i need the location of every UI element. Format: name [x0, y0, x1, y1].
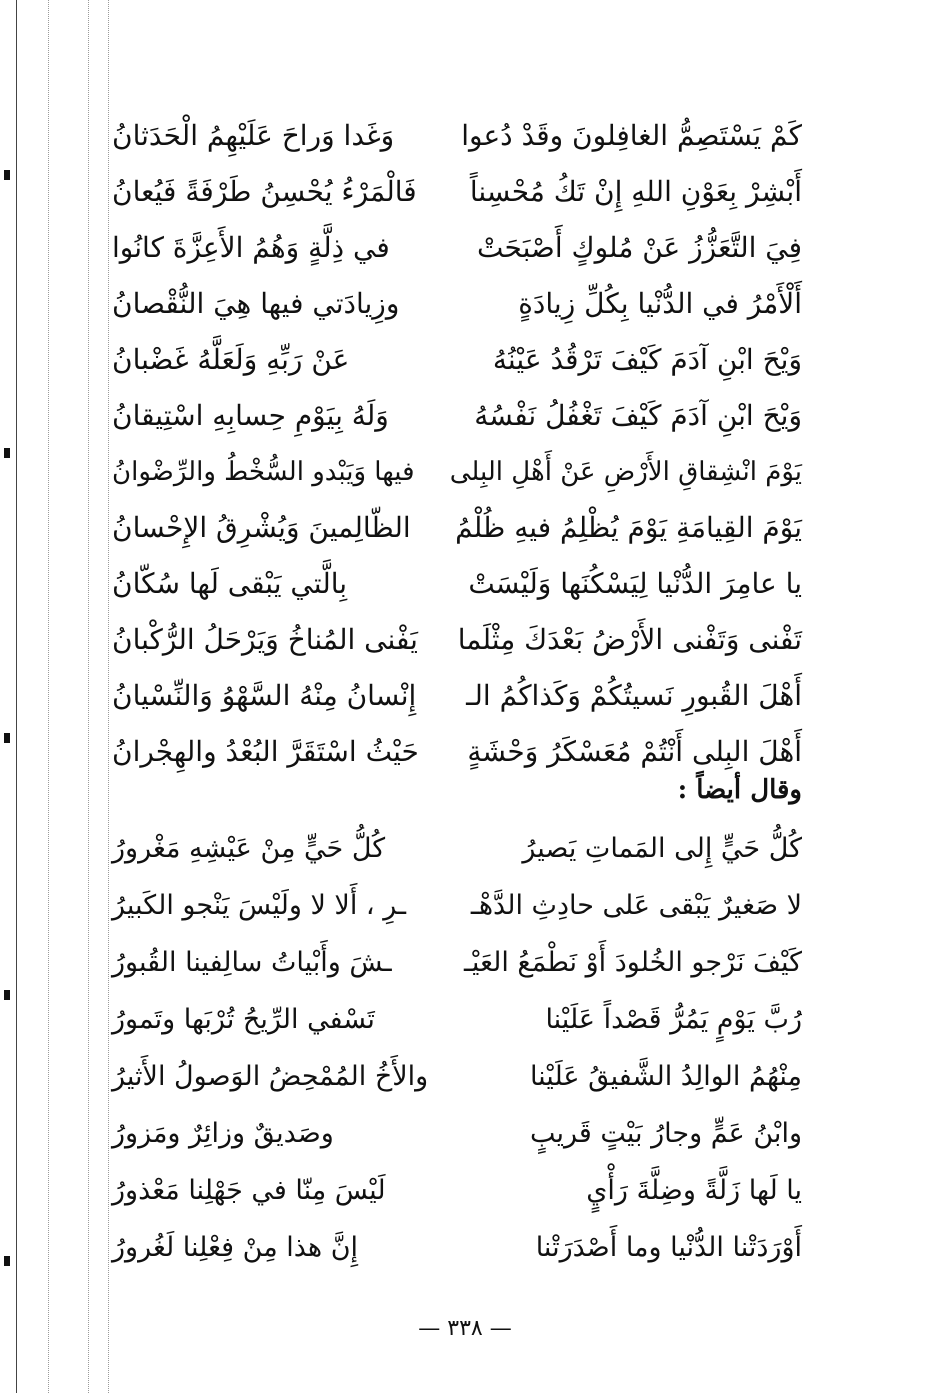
- verse-second-hemistich: ـرِ ، أَلا لا ولَيْسَ يَنْجو الكَبيرُ: [112, 890, 407, 921]
- verse-second-hemistich: في ذِلَّةٍ وَهُمُ الأَعِزَّةَ كانُوا: [112, 231, 390, 264]
- verse-first-hemistich: وابْنُ عَمٍّ وجارُ بَيْتٍ قَريبٍ: [529, 1118, 802, 1149]
- verse-line: [112, 220, 802, 276]
- verse-first-hemistich: يَوْمَ القِيامَةِ يَوْمَ يُظْلِمُ فيهِ ظُلْمُ: [455, 511, 802, 544]
- page-number: — ٣٣٨ —: [418, 1316, 512, 1341]
- verse-first-hemistich: كَمْ يَسْتَصِمُّ الغافِلونَ وقَدْ دُعوا: [461, 119, 802, 152]
- verse-line: [112, 1162, 802, 1219]
- verse-second-hemistich: الظّالِمينَ وَيُشْرِقُ الإِحْسانُ: [112, 511, 411, 544]
- verse-second-hemistich: وصَديقٌ وزائِرٌ ومَزورُ: [112, 1118, 334, 1149]
- verse-line: [112, 108, 802, 164]
- verse-second-hemistich: عَنْ رَبِّهِ وَلَعَلَّهُ غَضْبانُ: [112, 343, 350, 376]
- verse-first-hemistich: وَيْحَ ابْنِ آدَمَ كَيْفَ تَرْقُدُ عَيْنُهُ: [492, 343, 802, 376]
- verse-line: [112, 500, 802, 556]
- verse-first-hemistich: رُبَّ يَوْمٍ يَمُرُّ قَصْداً عَلَيْنا: [545, 1004, 802, 1035]
- verse-first-hemistich: يَوْمَ انْشِقاقِ الأَرْضِ عَنْ أَهْلِ البِلى: [449, 457, 802, 487]
- verse-first-hemistich: تَفْنى وَتَفْنى الأَرْضُ بَعْدَكَ مِثْلَما: [457, 623, 802, 656]
- verse-second-hemistich: كُلُّ حَيٍّ مِنْ عَيْشِهِ مَغْرورُ: [112, 833, 386, 864]
- poem-1: [112, 108, 802, 780]
- binding-hole-mark: [4, 990, 10, 1000]
- verse-line: [112, 934, 802, 991]
- verse-second-hemistich: وَلَهُ بِيَوْمِ حِسابِهِ اسْتِيقانُ: [112, 399, 389, 432]
- verse-second-hemistich: والأَخُ المُمْحِضُ الوَصولُ الأَثيرُ: [112, 1061, 429, 1092]
- verse-line: [112, 1219, 802, 1276]
- verse-line: [112, 276, 802, 332]
- verse-second-hemistich: وزِيادَتي فيها هِيَ النُّقْصانُ: [112, 287, 400, 320]
- verse-second-hemistich: حَيْثُ اسْتَقَرَّ البُعْدُ والهِجْرانُ: [112, 735, 419, 768]
- verse-first-hemistich: يا عامِرَ الدُّنْيا لِيَسْكُنَها وَلَيْسَتْ: [468, 567, 802, 600]
- verse-second-hemistich: يَفْنى المُناخُ وَيَرْحَلُ الرُّكْبانُ: [112, 623, 418, 656]
- verse-second-hemistich: إِنْسانُ مِنْهُ السَّهْوُ وَالنِّسْيانُ: [112, 679, 417, 712]
- verse-line: [112, 164, 802, 220]
- verse-first-hemistich: أَهْلَ البِلى أَنْتُمْ مُعَسْكَرُ وَحْشَةٍ: [467, 735, 802, 768]
- verse-first-hemistich: لا صَغيرٌ يَبْقى عَلى حادِثِ الدَّهْـ: [470, 890, 802, 921]
- verse-line: [112, 556, 802, 612]
- binding-hole-mark: [4, 1256, 10, 1266]
- margin-dotted-rule: [108, 0, 109, 1393]
- verse-first-hemistich: فِيَ التَّعَزُّزُ عَنْ مُلوكٍ أَصْبَحَتْ: [477, 231, 802, 264]
- verse-line: [112, 332, 802, 388]
- margin-dotted-rule: [88, 0, 89, 1393]
- verse-second-hemistich: فيها وَيَبْدو السُّخْطُ والرِّضْوانُ: [112, 457, 415, 487]
- verse-line: [112, 668, 802, 724]
- verse-second-hemistich: ـشَ وأَبْياتُ سالِفينا القُبورُ: [112, 947, 392, 978]
- verse-line: [112, 444, 802, 500]
- verse-second-hemistich: لَيْسَ مِنّا في جَهْلِنا مَعْذورُ: [112, 1175, 386, 1206]
- verse-line: [112, 820, 802, 877]
- verse-first-hemistich: كَيْفَ نَرْجو الخُلودَ أَوْ نَطْمَعُ العَيْـ: [464, 947, 802, 978]
- verse-line: [112, 612, 802, 668]
- verse-second-hemistich: فَالْمَرْءُ يُحْسِنُ طَرْفَةً فَيُعانُ: [112, 175, 417, 208]
- binding-hole-mark: [4, 448, 10, 458]
- verse-line: [112, 1105, 802, 1162]
- margin-dotted-rule: [48, 0, 49, 1393]
- binding-hole-mark: [4, 170, 10, 180]
- verse-first-hemistich: وَيْحَ ابْنِ آدَمَ كَيْفَ تَغْفُلُ نَفْسُهُ: [474, 399, 802, 432]
- verse-line: [112, 1048, 802, 1105]
- verse-second-hemistich: تَسْفي الرِّيحُ تُرْبَها وتَمورُ: [112, 1004, 375, 1035]
- verse-second-hemistich: بِالَّتي يَبْقى لَها سُكّانُ: [112, 567, 348, 600]
- verse-line: [112, 877, 802, 934]
- binding-hole-mark: [4, 733, 10, 743]
- verse-first-hemistich: مِنْهُمُ الوالِدُ الشَّفيقُ عَلَيْنا: [529, 1061, 802, 1092]
- verse-line: [112, 991, 802, 1048]
- verse-first-hemistich: أَوْرَدَتْنا الدُّنْيا وما أَصْدَرَتْنا: [535, 1232, 802, 1263]
- verse-first-hemistich: أَبْشِرْ بِعَوْنِ اللهِ إِنْ تَكُ مُحْسِناً: [469, 175, 802, 208]
- section-heading: وقال أيضاً :: [677, 775, 802, 805]
- verse-line: [112, 388, 802, 444]
- verse-first-hemistich: أَلْأَمْرُ في الدُّنْيا بِكُلِّ زِيادَةٍ: [518, 287, 802, 320]
- verse-first-hemistich: أَهْلَ القُبورِ نَسيتُكُمْ وَكَذاكُمُ الـ: [466, 679, 802, 712]
- verse-first-hemistich: يا لَها زَلَّةً وضِلَّةَ رَأْيٍ: [586, 1175, 802, 1206]
- verse-first-hemistich: كُلُّ حَيٍّ إِلى المَماتِ يَصيرُ: [522, 833, 802, 864]
- poem-2: [112, 820, 802, 1276]
- verse-second-hemistich: وَغَدا وَراحَ عَلَيْهِمُ الْحَدَثانُ: [112, 119, 395, 152]
- verse-second-hemistich: إِنَّ هذا مِنْ فِعْلِنا لَغُرورُ: [112, 1232, 359, 1263]
- margin-rule: [16, 0, 17, 1393]
